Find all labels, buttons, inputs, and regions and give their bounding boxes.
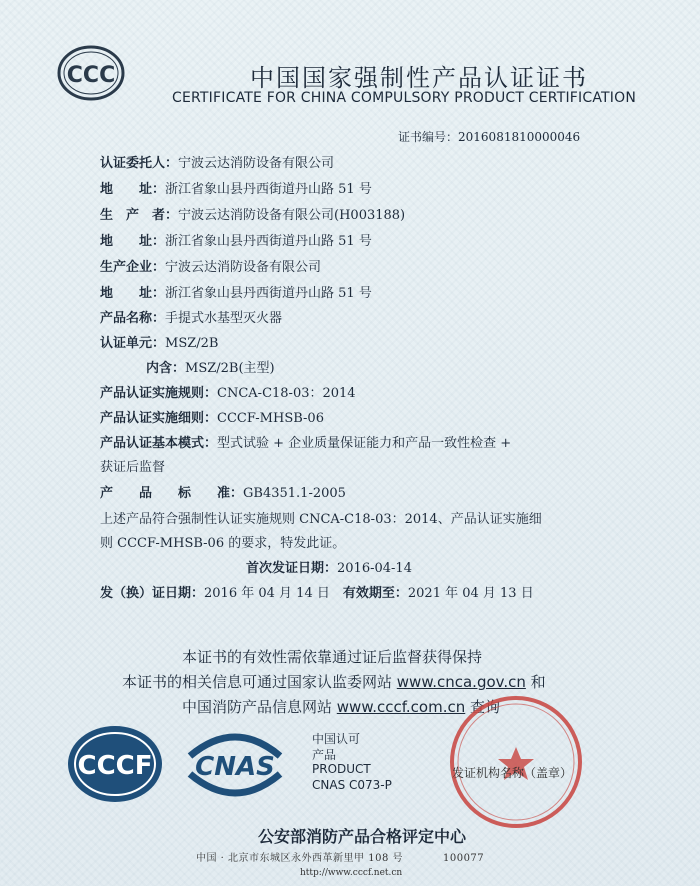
first-issue-date: 首次发证日期：2016-04-14	[246, 561, 412, 576]
accreditation-number: CNAS C073-P	[312, 778, 392, 792]
issuer-address: 中国 · 北京市东城区永外西革新里甲 108 号 100077	[196, 853, 485, 864]
field-cert-mode: 产品认证基本模式：型式试验 + 企业质量保证能力和产品一致性检查 +	[100, 436, 512, 451]
field-manufacturer-address: 地 址：浙江省象山县丹西街道丹山路 51 号	[100, 234, 372, 249]
notice-line-1: 本证书的有效性需依靠通过证后监督获得保持	[182, 648, 483, 666]
svg-text:CNAS: CNAS	[195, 752, 275, 782]
field-factory-address: 地 址：浙江省象山县丹西街道丹山路 51 号	[100, 286, 372, 301]
field-impl-details: 产品认证实施细则：CCCF-MHSB-06	[100, 411, 324, 426]
field-standard: 产 品 标 准：GB4351.1-2005	[100, 486, 346, 501]
field-factory: 生产企业：宁波云达消防设备有限公司	[100, 260, 322, 275]
issuing-authority-label: 发证机构名称（盖章）	[452, 766, 573, 780]
ccc-logo-icon	[56, 44, 126, 102]
statement-line-1: 上述产品符合强制性认证实施规则 CNCA-C18-03：2014、产品认证实施细	[100, 512, 542, 527]
field-applicant-address: 地 址：浙江省象山县丹西街道丹山路 51 号	[100, 182, 372, 197]
certificate-title-en: CERTIFICATE FOR CHINA COMPULSORY PRODUCT CERTIFICATION	[172, 90, 637, 106]
accreditation-product-en: PRODUCT	[312, 762, 371, 776]
accreditation-cn: 中国认可	[312, 732, 361, 746]
certificate-title-cn: 中国国家强制性产品认证证书	[250, 64, 588, 92]
cnca-website-link[interactable]: www.cnca.gov.cn	[396, 673, 526, 691]
notice-line-2: 本证书的相关信息可通过国家认监委网站 www.cnca.gov.cn 和	[122, 673, 546, 691]
svg-text:CCCF: CCCF	[77, 751, 153, 781]
field-cert-unit: 认证单元：MSZ/2B	[100, 336, 219, 351]
certificate-number: 证书编号：2016081810000046	[398, 130, 581, 144]
issuer-website-link[interactable]: http://www.cccf.net.cn	[300, 868, 403, 878]
cccf-logo-icon	[66, 724, 164, 804]
issue-validity-dates: 发（换）证日期：2016 年 04 月 14 日 有效期至：2021 年 04 月 13 日	[100, 586, 534, 601]
issuing-center: 公安部消防产品合格评定中心	[258, 827, 467, 846]
field-product-name: 产品名称：手提式水基型灭火器	[100, 311, 283, 326]
notice-line-3: 中国消防产品信息网站 www.cccf.com.cn 查询	[182, 698, 501, 716]
statement-line-2: 则 CCCF-MHSB-06 的要求，特发此证。	[100, 536, 346, 551]
field-applicant: 认证委托人：宁波云达消防设备有限公司	[100, 156, 335, 171]
field-impl-rules: 产品认证实施规则：CNCA-C18-03：2014	[100, 386, 356, 401]
official-seal-icon	[446, 692, 586, 832]
cccf-website-link[interactable]: www.cccf.com.cn	[336, 698, 466, 716]
accreditation-product-cn: 产品	[312, 748, 337, 762]
cnas-logo-icon	[180, 726, 290, 804]
field-manufacturer: 生 产 者：宁波云达消防设备有限公司(H003188)	[100, 208, 406, 223]
field-includes: 内含：MSZ/2B(主型)	[146, 361, 275, 376]
svg-text:CCC: CCC	[66, 63, 116, 88]
field-cert-mode-continued: 获证后监督	[100, 460, 166, 475]
